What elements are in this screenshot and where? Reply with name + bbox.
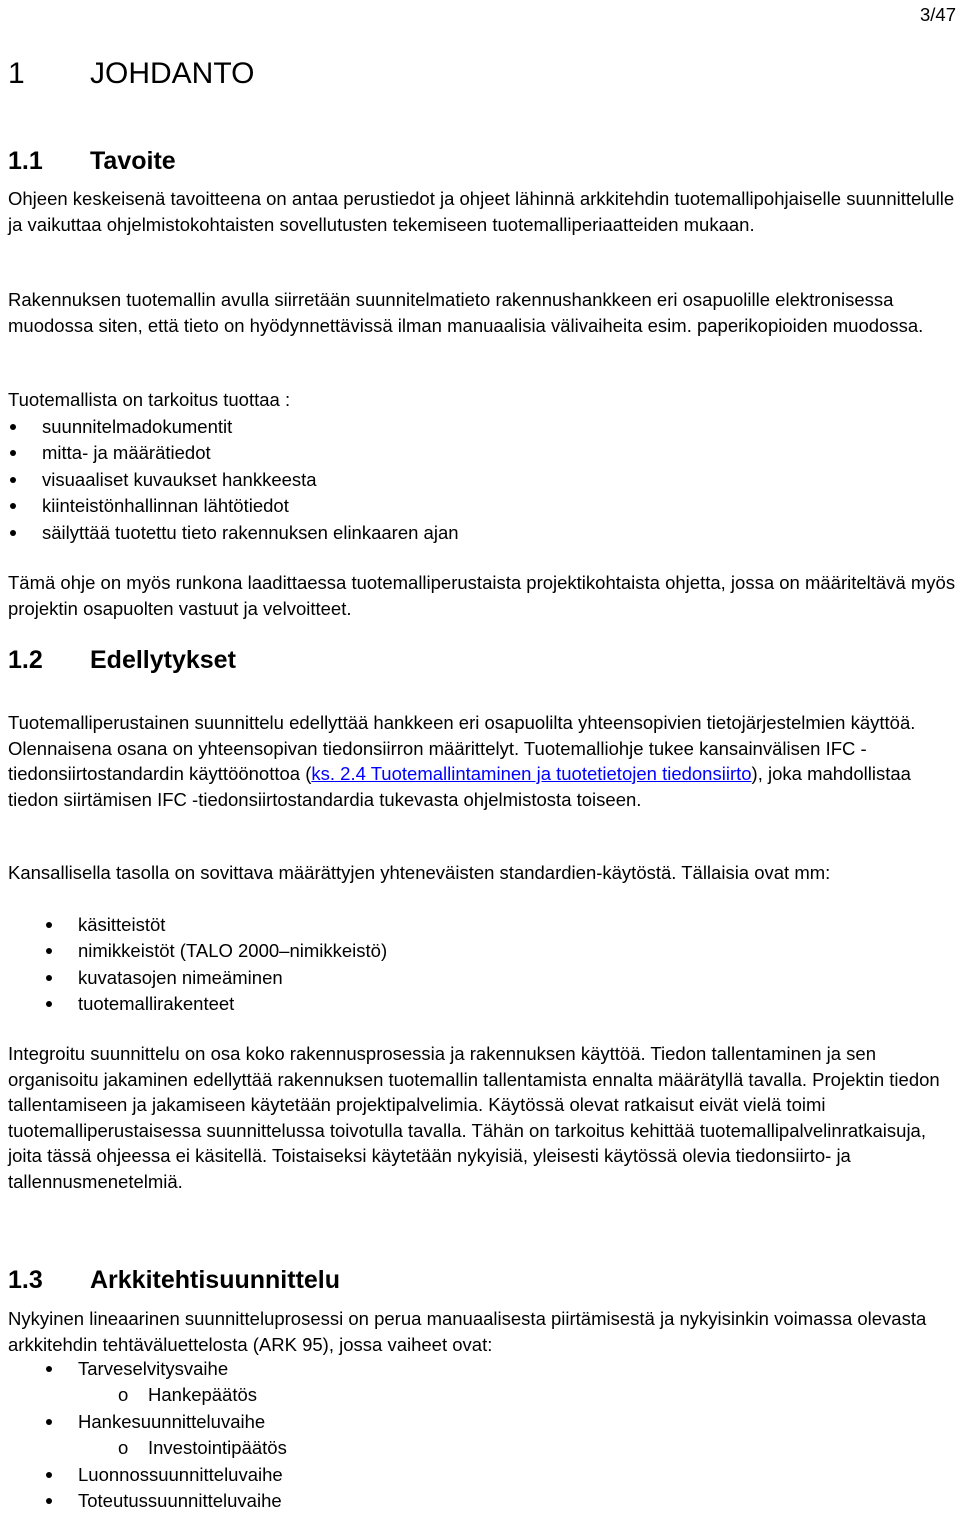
paragraph: Integroitu suunnittelu on osa koko rakennusprosessia ja rakennuksen käyttöä. Tiedon tallentaminen ja sen organisoitu jakaminen edellyttää rakennuksen tuotemallin tallentamista ennalta määrätyllä tavalla. Projektin tiedon tallentamiseen ja jakamiseen käytetään projektipalvelimia. Käytössä olevat ratkaisut eivät vielä toimi tuotemalliperustaisessa suunnittelussa toivotulla tavalla. Tähän on tarkoitus kehittää tuotemallipalvelinratkaisuja, joita tässä ohjeessa ei käsitellä. Toistaiseksi käytetään nykyisiä, yleisesti käytössä olevia tiedonsiirto- ja tallennusmenetelmiä. [8,1043,940,1192]
phase-item: Luonnossuunnitteluvaihe [8,1462,287,1488]
list-item: säilyttää tuotettu tieto rakennuksen elinkaaren ajan [8,520,459,546]
section-heading-1-1 [8,146,176,176]
section-heading-1-3 [8,1265,340,1295]
section-number: 1.2 [8,646,43,674]
section-number: 1.3 [8,1266,43,1294]
list-item: suunnitelmadokumentit [8,414,459,440]
section-title: Edellytykset [90,646,236,674]
list-item: visuaaliset kuvaukset hankkeesta [8,467,459,493]
paragraph: Tämä ohje on myös runkona laadittaessa tuotemalliperustaista projektikohtaista ohjetta, jossa on määriteltävä myös projektin osapuolten vastuut ja velvoitteet. [8,572,956,619]
list-item: tuotemallirakenteet [8,991,387,1017]
bullet-list [8,912,387,1018]
list-item: kiinteistönhallinnan lähtötiedot [8,493,459,519]
chapter-title: JOHDANTO [90,57,255,90]
chapter-number: 1 [8,57,25,90]
phase-item: Hankesuunnitteluvaihe [8,1409,287,1435]
phase-item: Toteutussuunnitteluvaihe [8,1488,287,1514]
section-title: Arkkitehtisuunnittelu [90,1266,341,1294]
section-title: Tavoite [90,147,176,175]
section-number: 1.1 [8,147,43,175]
paragraph [8,710,958,812]
page-number: 3/47 [919,4,956,25]
list-item: nimikkeistöt (TALO 2000–nimikkeistö) [8,938,387,964]
chapter-heading [8,56,254,92]
paragraph: Kansallisella tasolla on sovittava määrättyjen yhteneväisten standardien-käytöstä. Tällaisia ovat mm: [8,862,831,883]
list-item: käsitteistöt [8,912,387,938]
bullet-list [8,414,459,546]
list-item: kuvatasojen nimeäminen [8,965,387,991]
phase-decision: o Investointipäätös [8,1435,287,1461]
paragraph: Ohjeen keskeisenä tavoitteena on antaa perustiedot ja ohjeet lähinnä arkkitehdin tuotemallipohjaiselle suunnittelulle ja vaikuttaa ohjelmistokohtaisten sovellutusten tekemiseen tuotemalliperiaatteiden mukaan. [8,188,955,235]
phase-decision: o Hankepäätös [8,1382,287,1408]
list-intro: Tuotemallista on tarkoitus tuottaa : [8,389,291,410]
phase-list [8,1356,287,1514]
section-heading-1-2 [8,645,236,675]
list-item: mitta- ja määrätiedot [8,440,459,466]
paragraph-text: ), joka mahdollistaa tiedon siirtämisen IFC -tiedonsiirtostandardia tukevasta ohjelmistosta toiseen. [8,763,911,810]
paragraph: Nykyinen lineaarinen suunnitteluprosessi on perua manuaalisesta piirtämisestä ja nykyisinkin voimassa olevasta arkkitehdin tehtäväluettelosta (ARK 95), jossa vaiheet ovat: [8,1308,927,1355]
phase-item: Tarveselvitysvaihe [8,1356,287,1382]
paragraph-text: Tuotemalliperustainen suunnittelu edellyttää hankkeen eri osapuolilta yhteensopivien tietojärjestelmien käyttöä. Olennaisena osana on yhteensopivan tiedonsiirron määrittelyt. Tuotemalliohje tukee kansainvälisen IFC -tiedonsiirtostandardin käyttöönottoa ( [8,712,916,784]
cross-reference-link[interactable]: ks. 2.4 Tuotemallintaminen ja tuotetietojen tiedonsiirto [311,763,752,784]
paragraph: Rakennuksen tuotemallin avulla siirretään suunnitelmatieto rakennushankkeen eri osapuolille elektronisessa muodossa siten, että tieto on hyödynnettävissä ilman manuaalisia välivaiheita esim. paperikopioiden muodossa. [8,289,924,336]
